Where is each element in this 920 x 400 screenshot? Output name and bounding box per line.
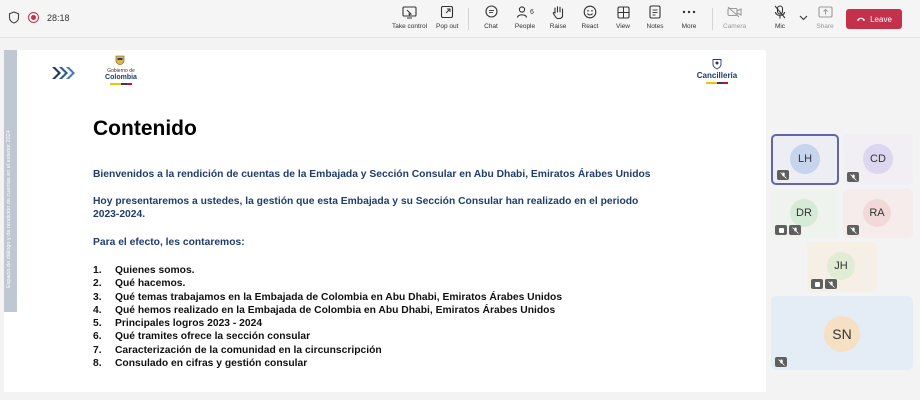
share-label: Share [816,23,834,30]
list-text: Qué tramites ofrece la sección consular [115,331,311,343]
tile-badges [775,357,787,367]
people-count: 6 [530,8,534,16]
chat-icon [482,4,500,20]
people-icon [513,4,537,20]
share-button[interactable] [816,4,834,34]
hand-raised-icon [811,279,823,289]
take-control-label: Take control [392,23,428,30]
cancilleria-logo [690,58,744,90]
list-item [93,304,562,317]
meeting-timer: 28:18 [47,12,70,23]
content-list [93,264,562,370]
list-text: Caracterización de la comunidad en la circunscripción [115,344,382,356]
paragraph-line: 2023-2024. [93,209,146,220]
meeting-toolbar [0,0,920,38]
list-number: 4. [93,304,102,316]
mic-muted-icon [789,225,801,235]
list-item [93,357,562,370]
take-control-button[interactable] [392,4,427,34]
camera-button[interactable] [723,4,746,34]
list-number: 7. [93,344,102,356]
list-text: Principales logros 2023 - 2024 [115,318,263,330]
tile-badges [777,170,789,180]
raise-label: Raise [549,23,567,30]
list-number: 1. [93,265,102,276]
leave-label: Leave [870,14,892,24]
mic-muted-icon [847,172,859,182]
list-text: Qué hemos realizado en la Embajada de Colombia en Abu Dhabi, Emiratos Árabes Unidos [115,304,556,316]
avatar: RA [863,199,891,227]
chat-label: Chat [484,23,498,30]
paragraph-line: Hoy presentaremos a ustedes, la gestión que esta Embajada y su Sección Consular han realizado en el periodo [93,196,639,207]
view-label: View [616,23,630,30]
more-icon [680,4,698,20]
pop-out-button[interactable] [436,4,458,34]
list-item [93,291,562,304]
chat-button[interactable] [482,4,500,34]
mic-muted-icon [777,170,789,180]
grid-icon [614,4,632,20]
pop-out-icon [438,4,456,20]
list-text: Consulado en cifras y gestión consular [115,358,308,370]
raise-hand-button[interactable] [549,4,567,34]
participant-tile[interactable] [771,134,839,185]
tile-badges [811,279,837,289]
people-label: People [514,23,536,30]
slide-intro: Bienvenidos a la rendición de cuentas de la Embajada y Sección Consular en Abu Dhabi, Emiratos Árabes Unidos [93,169,651,180]
list-text: Qué temas trabajamos en la Embajada de Colombia en Abu Dhabi, Emiratos Árabes Unidos [115,291,563,303]
smile-icon [581,4,599,20]
leave-button[interactable] [846,9,902,29]
notes-icon [646,4,664,20]
list-text: Qué hacemos. [115,278,186,290]
react-button[interactable] [581,4,599,34]
notes-button[interactable] [646,4,664,34]
react-label: React [581,23,599,30]
take-control-icon [401,4,419,20]
more-label: More [681,23,697,30]
meeting-status [8,11,70,24]
list-item [93,317,562,330]
participant-tile[interactable] [843,189,913,238]
toolbar-divider [712,8,713,30]
tile-badges [847,225,859,235]
hand-icon [549,4,567,20]
list-number: 3. [93,291,102,303]
notes-label: Notes [646,23,664,30]
camera-label: Camera [723,23,747,30]
participant-tile[interactable] [843,134,913,185]
logo-gov-big: Colombia [105,74,137,81]
camera-off-icon [726,4,744,20]
chevrons-logo-icon [50,66,78,80]
mic-label: Mic [774,23,786,30]
cancilleria-crest-icon [711,58,723,70]
participant-tile[interactable] [771,296,913,370]
mic-off-icon [771,4,789,20]
list-item [93,277,562,290]
logo-gov-small: Gobierno de [107,68,135,74]
cancilleria-name: Cancillería [696,71,738,80]
slide-paragraph [93,195,638,221]
mic-options-button[interactable] [794,10,812,40]
mic-button[interactable] [771,4,789,34]
recording-icon [28,12,39,23]
shield-icon [8,11,20,24]
list-number: 5. [93,318,102,330]
slide-list-intro: Para el efecto, les contaremos: [93,237,245,248]
chevron-down-icon [794,10,812,26]
flag-stripe [706,82,728,84]
list-item [93,264,562,277]
slide-side-text: Espacio de diálogo y de rendición de cuentas en el exterior 2024 [6,130,12,288]
more-button[interactable] [680,4,698,34]
list-item [93,344,562,357]
list-number: 2. [93,278,102,290]
pop-out-label: Pop out [436,23,459,30]
mic-muted-icon [825,279,837,289]
toolbar-divider [468,8,469,30]
people-button[interactable] [513,4,537,34]
avatar: LH [790,144,820,174]
slide-title: Contenido [93,117,197,140]
participant-tile[interactable] [771,189,839,238]
participant-tile[interactable] [807,242,877,292]
tile-badges [775,225,801,235]
avatar: CD [863,144,893,174]
list-item [93,330,562,343]
mic-muted-icon [775,357,787,367]
list-number: 8. [93,358,102,370]
avatar: JH [827,252,855,280]
share-icon [816,4,834,20]
coat-of-arms-icon [115,55,125,66]
hand-raised-icon [775,225,787,235]
mic-muted-icon [847,225,859,235]
view-button[interactable] [614,4,632,34]
phone-hangup-icon [856,16,866,22]
list-text: Quienes somos. [115,265,195,276]
avatar: SN [824,316,860,352]
tile-badges [847,172,859,182]
avatar: DR [790,199,818,227]
flag-stripe [110,83,132,85]
list-number: 6. [93,331,102,343]
